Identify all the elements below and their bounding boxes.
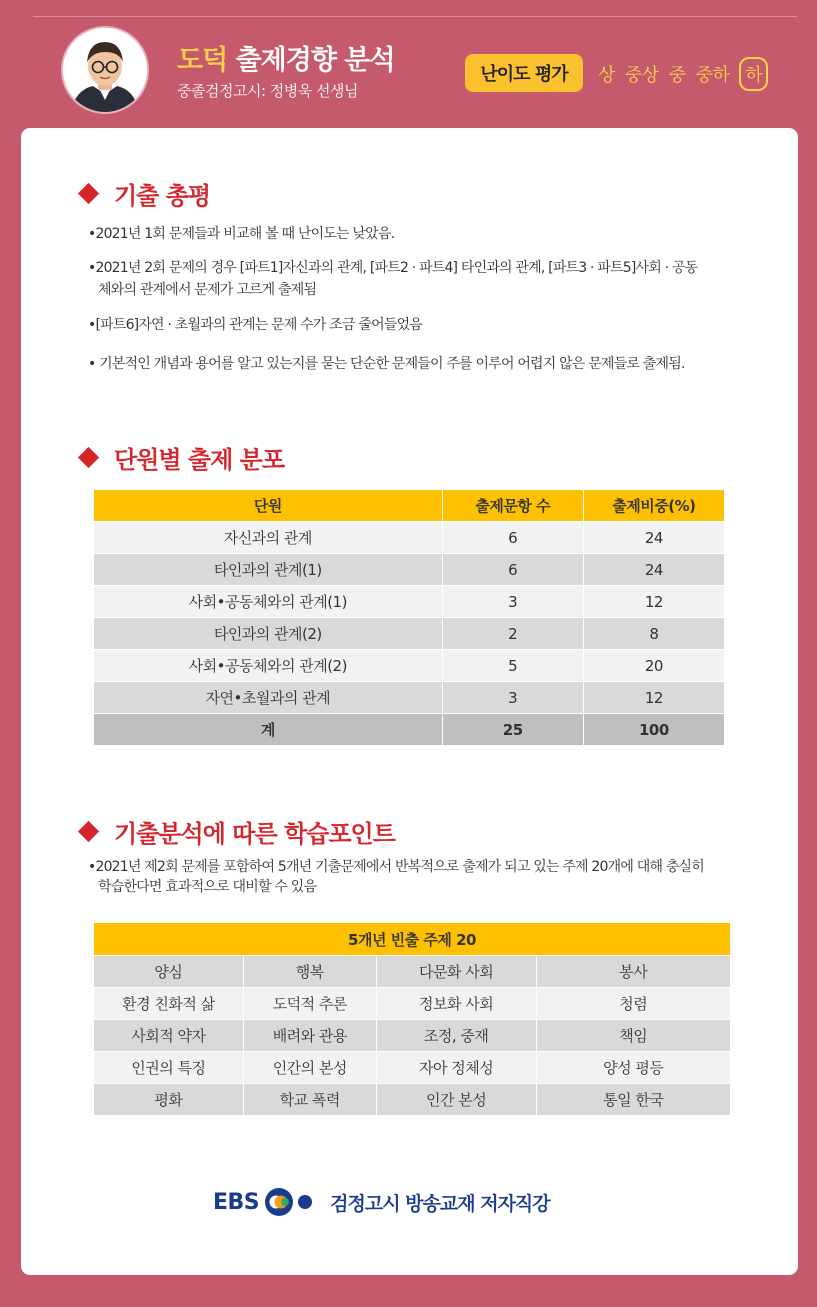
difficulty-level-low-selected: 하: [739, 57, 768, 91]
topic-cell: 환경 친화적 삶: [94, 988, 244, 1020]
table-cell-ratio: 8: [583, 618, 724, 650]
topic-cell: 인간 본성: [376, 1084, 536, 1116]
topic-cell: 조정, 중재: [376, 1020, 536, 1052]
study-point-bullet-cont: 학습한다면 효과적으로 대비할 수 있음: [98, 879, 317, 895]
review-bullet-4: • 기본적인 개념과 용어를 알고 있는지를 묻는 단순한 문제들이 주를 이루어 어렵지 않은 문제들로 출제됨.: [88, 356, 685, 372]
topics-table-header-row: [94, 923, 731, 956]
difficulty-level-mid-high: 중상: [624, 65, 659, 86]
topic-cell: 정보화 사회: [376, 988, 536, 1020]
topic-cell: 다문화 사회: [376, 956, 536, 988]
distribution-table: [93, 489, 725, 746]
diamond-bullet-icon: [78, 183, 99, 204]
topic-cell: 통일 한국: [536, 1084, 730, 1116]
table-cell-ratio: 24: [583, 554, 724, 586]
table-cell-total-ratio: 100: [583, 714, 724, 746]
review-bullet-3: •[파트6]자연 · 초월과의 관계는 문제 수가 조금 줄어들었음: [88, 317, 423, 333]
topic-cell: 배려와 관용: [243, 1020, 376, 1052]
topic-cell: 양성 평등: [536, 1052, 730, 1084]
ebs-logo-icon: [264, 1187, 322, 1217]
section-title-distribution: [78, 440, 284, 475]
section-title-study-points: [78, 814, 395, 849]
topic-cell: 자아 정체성: [376, 1052, 536, 1084]
table-row: [94, 618, 725, 650]
study-point-bullet: •2021년 제2회 문제를 포함하여 5개년 기출문제에서 반복적으로 출제가 되고 있는 주제 20개에 대해 충실히: [88, 859, 705, 875]
table-row: [94, 650, 725, 682]
table-cell-total-count: 25: [442, 714, 583, 746]
page-title-accent: 도덕: [177, 45, 228, 76]
table-cell-count: 5: [442, 650, 583, 682]
table-row: [94, 554, 725, 586]
difficulty-badge: 난이도 평가: [465, 54, 583, 92]
footer-label: 검정고시 방송교재 저자직강: [330, 1192, 550, 1215]
header: [0, 0, 817, 128]
topic-cell: 학교 폭력: [243, 1084, 376, 1116]
table-row: [94, 522, 725, 554]
table-cell-unit: 타인과의 관계(1): [94, 554, 443, 586]
table-cell-unit: 자연•초월과의 관계: [94, 682, 443, 714]
topics-table-title: 5개년 빈출 주제 20: [94, 923, 731, 956]
topics-row: [94, 988, 731, 1020]
topics-row: [94, 1020, 731, 1052]
teacher-portrait-icon: [63, 28, 147, 112]
table-row: [94, 586, 725, 618]
section-title-review: [78, 176, 210, 211]
table-cell-ratio: 24: [583, 522, 724, 554]
topics-row: [94, 956, 731, 988]
topic-cell: 청렴: [536, 988, 730, 1020]
topics-row: [94, 1052, 731, 1084]
column-header-ratio: 출제비중(%): [583, 490, 724, 522]
table-cell-count: 3: [442, 682, 583, 714]
frequent-topics-table: [93, 922, 731, 1116]
difficulty-level-mid-low: 중하: [695, 65, 730, 86]
table-cell-ratio: 12: [583, 586, 724, 618]
topic-cell: 평화: [94, 1084, 244, 1116]
table-header-row: [94, 490, 725, 522]
page-subtitle: 중졸검정고시: 정병욱 선생님: [177, 82, 358, 100]
difficulty-level-mid: 중: [668, 65, 686, 86]
difficulty-levels: [598, 56, 768, 92]
topic-cell: 책임: [536, 1020, 730, 1052]
topics-row: [94, 1084, 731, 1116]
table-cell-count: 6: [442, 522, 583, 554]
table-cell-unit: 자신과의 관계: [94, 522, 443, 554]
table-cell-ratio: 12: [583, 682, 724, 714]
difficulty-level-high: 상: [598, 65, 615, 86]
section-title-review-text: 기출 총평: [114, 182, 211, 210]
section-title-study-points-text: 기출분석에 따른 학습포인트: [114, 820, 395, 848]
topic-cell: 양심: [94, 956, 244, 988]
table-row: [94, 682, 725, 714]
review-bullet-2: •2021년 2회 문제의 경우 [파트1]자신과의 관계, [파트2 · 파트4] 타인과의 관계, [파트3 · 파트5]사회 · 공동: [88, 260, 698, 276]
topic-cell: 사회적 약자: [94, 1020, 244, 1052]
page-title-rest: 출제경향 분석: [227, 45, 395, 76]
diamond-bullet-icon: [78, 821, 99, 842]
page-title: [177, 38, 394, 77]
table-cell-unit: 타인과의 관계(2): [94, 618, 443, 650]
diamond-bullet-icon: [78, 447, 99, 468]
table-total-row: [94, 714, 725, 746]
table-cell-count: 3: [442, 586, 583, 618]
section-title-distribution-text: 단원별 출제 분포: [114, 446, 284, 474]
topic-cell: 도덕적 추론: [243, 988, 376, 1020]
table-cell-unit: 사회•공동체와의 관계(1): [94, 586, 443, 618]
table-cell-total-label: 계: [94, 714, 443, 746]
topic-cell: 인권의 특징: [94, 1052, 244, 1084]
ebs-logo-text: EBS: [213, 1189, 260, 1215]
table-cell-unit: 사회•공동체와의 관계(2): [94, 650, 443, 682]
table-cell-count: 6: [442, 554, 583, 586]
topic-cell: 행복: [243, 956, 376, 988]
topic-cell: 인간의 본성: [243, 1052, 376, 1084]
table-cell-count: 2: [442, 618, 583, 650]
column-header-count: 출제문항 수: [442, 490, 583, 522]
review-bullet-1: •2021년 1회 문제들과 비교해 볼 때 난이도는 낮았음.: [88, 226, 395, 242]
review-bullet-2-cont: 체와의 관계에서 문제가 고르게 출제됨: [98, 282, 317, 298]
column-header-unit: 단원: [94, 490, 443, 522]
avatar: [63, 28, 147, 112]
topic-cell: 봉사: [536, 956, 730, 988]
table-cell-ratio: 20: [583, 650, 724, 682]
footer: [213, 1184, 550, 1220]
